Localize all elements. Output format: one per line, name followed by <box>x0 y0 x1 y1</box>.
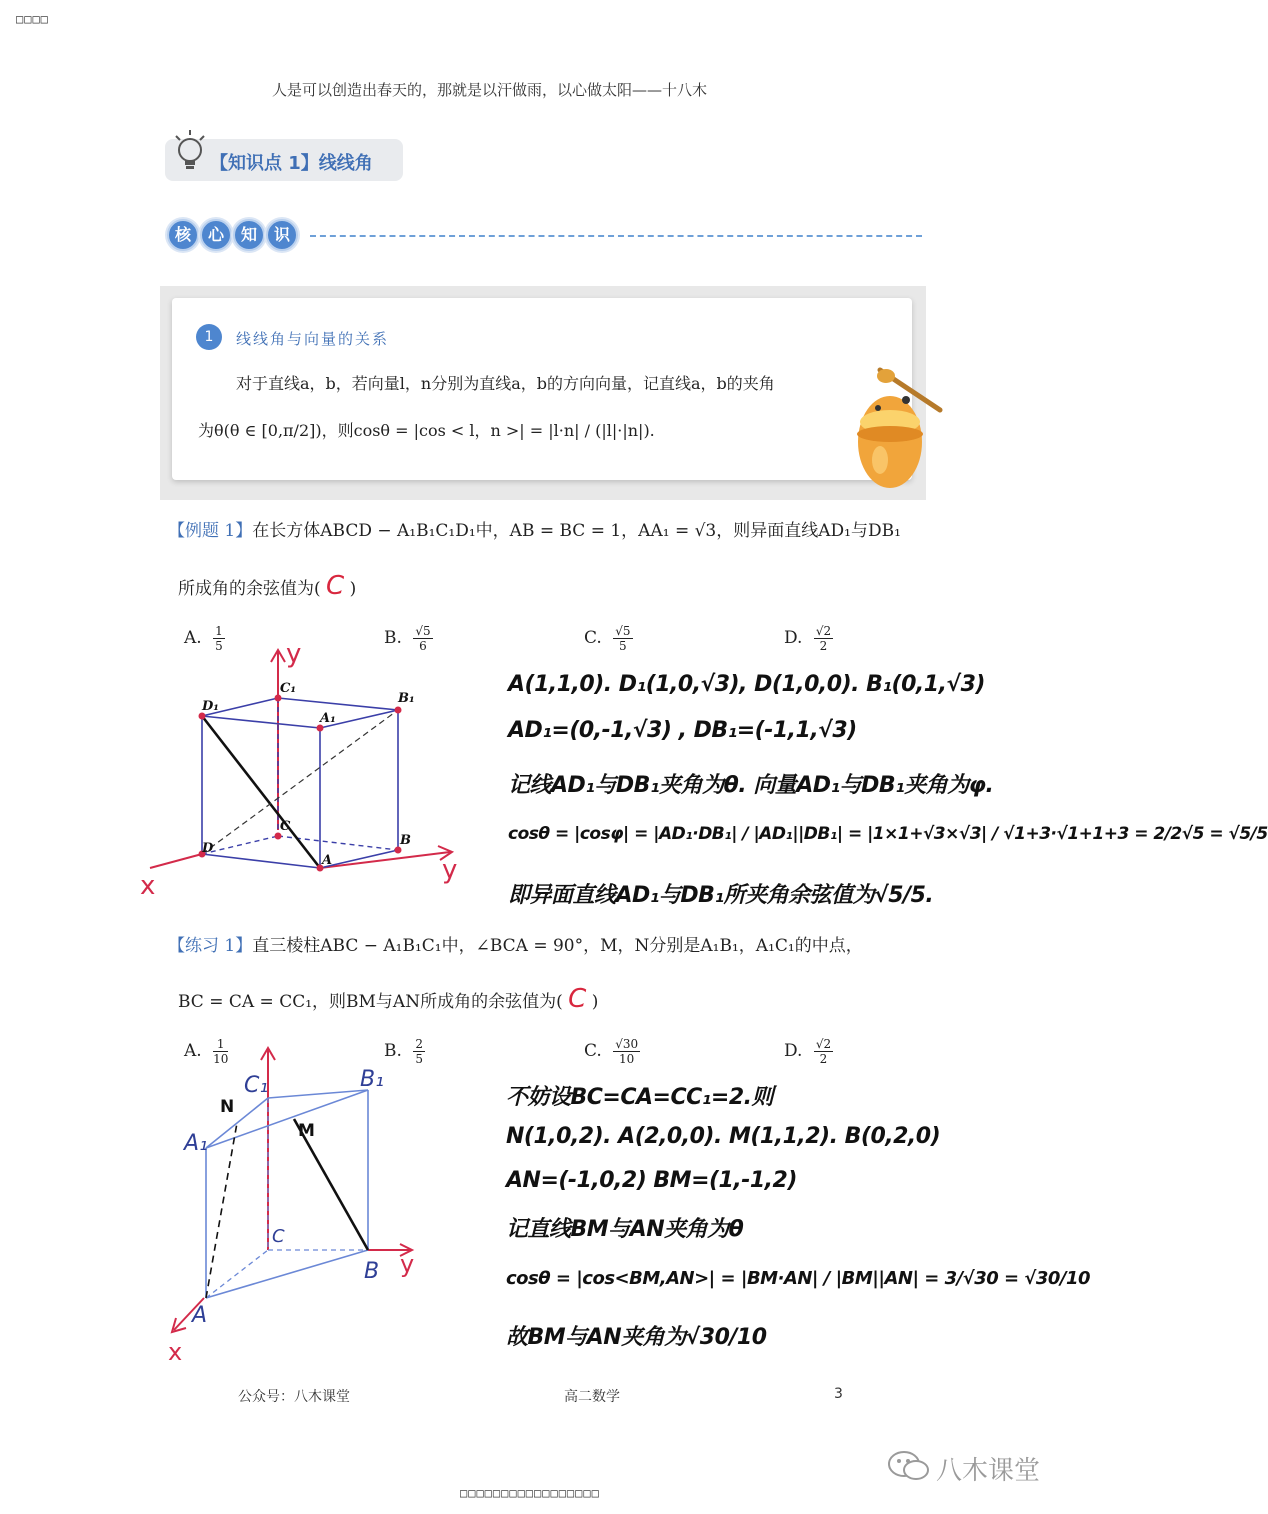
label-b: B <box>400 833 411 848</box>
label-c: C <box>280 819 291 834</box>
core-bubble-3: 知 <box>233 219 265 251</box>
example1-text2-end: ) <box>349 579 357 599</box>
lightbulb-icon <box>172 128 208 178</box>
option-fraction <box>613 624 632 653</box>
core-bubble-4: 识 <box>266 219 298 251</box>
practice1-option-c <box>584 1037 640 1066</box>
practice1-work-line-2: N(1,0,2). A(2,0,0). M(1,1,2). B(0,2,0) <box>506 1124 941 1149</box>
concept-line-1: 对于直线a，b，若向量l，n分别为直线a，b的方向向量，记直线a，b的夹角 <box>236 374 775 393</box>
label-b: B <box>364 1259 380 1284</box>
numerator: √2 <box>815 1037 832 1051</box>
example1-question <box>168 516 901 541</box>
practice1-text1: 直三棱柱ABC − A₁B₁C₁中，∠BCA = 90°，M，N分别是A₁B₁，A₁C₁的中点， <box>252 936 863 956</box>
option-letter: D. <box>784 1041 803 1061</box>
motto: 人是可以创造出春天的，那就是以汗做雨，以心做太阳——十八木 <box>272 81 708 99</box>
label-b1: B₁ <box>398 691 415 706</box>
label-a1: A₁ <box>320 711 336 726</box>
footer-page-number: 3 <box>834 1386 843 1402</box>
example1-answer: C <box>326 571 345 601</box>
option-letter: B. <box>384 628 402 648</box>
practice1-question <box>168 931 863 956</box>
axis-x: x <box>168 1338 183 1366</box>
section-title: 线线角与向量的关系 <box>236 330 390 348</box>
example1-work-line-5: 即异面直线AD₁与DB₁所夹角余弦值为√5/5. <box>508 883 934 908</box>
denominator: 10 <box>213 1052 229 1066</box>
label-c1: C₁ <box>280 681 297 696</box>
practice1-prism-figure <box>160 1040 430 1370</box>
footer-subject: 高二数学 <box>564 1389 620 1405</box>
practice1-question-line2 <box>178 984 598 1014</box>
practice1-work-line-5: cosθ = |cos<BM,AN>| = |BM·AN| / |BM||AN| = 3/√30 = √30/10 <box>506 1268 1091 1289</box>
watermark-text: 八木课堂 <box>936 1456 1041 1486</box>
label-n: N <box>220 1097 235 1117</box>
practice1-work-line-1: 不妨设BC=CA=CC₁=2.则 <box>506 1085 773 1110</box>
example1-work-line-4: cosθ = |cosφ| = |AD₁·DB₁| / |AD₁||DB₁| = |1×1+√3×√3| / √1+3·√1+1+3 = 2/2√5 = √5/5 <box>508 824 1268 844</box>
option-fraction <box>613 1037 640 1066</box>
practice1-text2: BC = CA = CC₁，则BM与AN所成角的余弦值为( <box>178 992 563 1012</box>
option-fraction <box>814 624 833 653</box>
core-bubble-1: 核 <box>167 219 199 251</box>
practice1-work-line-6: 故BM与AN夹角为√30/10 <box>506 1325 767 1350</box>
corner-code: □□□□ <box>16 12 49 26</box>
label-a1: A₁ <box>184 1131 208 1156</box>
example1-cuboid-figure <box>130 640 470 910</box>
option-letter: C. <box>584 1041 602 1061</box>
numerator: √2 <box>815 624 832 638</box>
denominator: 10 <box>619 1052 635 1066</box>
label-m: M <box>298 1121 315 1141</box>
numerator: 2 <box>415 1037 423 1051</box>
option-fraction <box>814 1037 833 1066</box>
footer-account: 公众号：八木课堂 <box>238 1389 350 1405</box>
example1-work-line-3: 记线AD₁与DB₁夹角为θ. 向量AD₁与DB₁夹角为φ. <box>508 773 994 798</box>
axis-y-up: y <box>286 639 302 669</box>
numerator: √30 <box>615 1037 639 1051</box>
denominator: 6 <box>419 639 427 653</box>
label-c: C <box>272 1226 285 1247</box>
numerator: √5 <box>415 624 431 638</box>
option-letter: D. <box>784 628 803 648</box>
label-b1: B₁ <box>360 1067 384 1092</box>
denominator: 2 <box>819 1052 828 1066</box>
label-c1: C₁ <box>244 1073 269 1098</box>
option-letter: A. <box>184 1041 202 1061</box>
numerator: 1 <box>215 624 223 638</box>
practice1-work-line-4: 记直线BM与AN夹角为θ <box>506 1217 744 1242</box>
example1-text1: 在长方体ABCD − A₁B₁C₁D₁中，AB = BC = 1，AA₁ = √3，则异面直线AD₁与DB₁ <box>252 521 901 541</box>
denominator: 5 <box>619 639 627 653</box>
example1-option-c <box>584 624 633 653</box>
label-a: A <box>192 1303 208 1328</box>
bottom-code: □□□□□□□□□□□□□□□□□ <box>460 1486 600 1500</box>
numerator: √5 <box>615 624 631 638</box>
example1-question-line2 <box>178 571 356 601</box>
practice1-option-d <box>784 1037 833 1066</box>
axis-x: x <box>140 871 156 901</box>
practice1-answer: C <box>568 984 587 1014</box>
practice1-label: 【练习 1】 <box>168 936 253 956</box>
denominator: 5 <box>215 639 223 653</box>
concept-line-2: 为θ(θ ∈ [0,π/2])，则cosθ = |cos < l，n >| = |l·n| / (|l|·|n|). <box>198 421 655 440</box>
knowledge-point-title: 【知识点 1】线线角 <box>210 153 373 174</box>
example1-text2: 所成角的余弦值为( <box>178 579 321 599</box>
example1-work-line-1: A(1,1,0). D₁(1,0,√3), D(1,0,0). B₁(0,1,√3) <box>508 672 985 697</box>
practice1-work-line-3: AN=(-1,0,2) BM=(1,-1,2) <box>506 1168 797 1193</box>
label-d: D <box>202 841 214 856</box>
honey-pot-illustration <box>850 360 950 500</box>
core-bubble-2: 心 <box>200 219 232 251</box>
example1-work-line-2: AD₁=(0,-1,√3) , DB₁=(-1,1,√3) <box>508 718 857 743</box>
axis-y: y <box>400 1250 415 1278</box>
denominator: 5 <box>415 1052 423 1066</box>
label-a: A <box>322 853 333 868</box>
denominator: 2 <box>819 639 828 653</box>
label-d1: D₁ <box>202 699 219 714</box>
section-number: 1 <box>196 324 222 350</box>
example1-label: 【例题 1】 <box>168 521 253 541</box>
dashed-divider <box>310 235 922 237</box>
option-letter: C. <box>584 628 602 648</box>
practice1-text2-end: ) <box>591 992 599 1012</box>
option-letter: B. <box>384 1041 402 1061</box>
example1-option-d <box>784 624 833 653</box>
option-letter: A. <box>184 628 202 648</box>
wechat-icon <box>886 1448 932 1484</box>
numerator: 1 <box>213 1037 228 1052</box>
axis-y-right: y <box>442 855 458 885</box>
